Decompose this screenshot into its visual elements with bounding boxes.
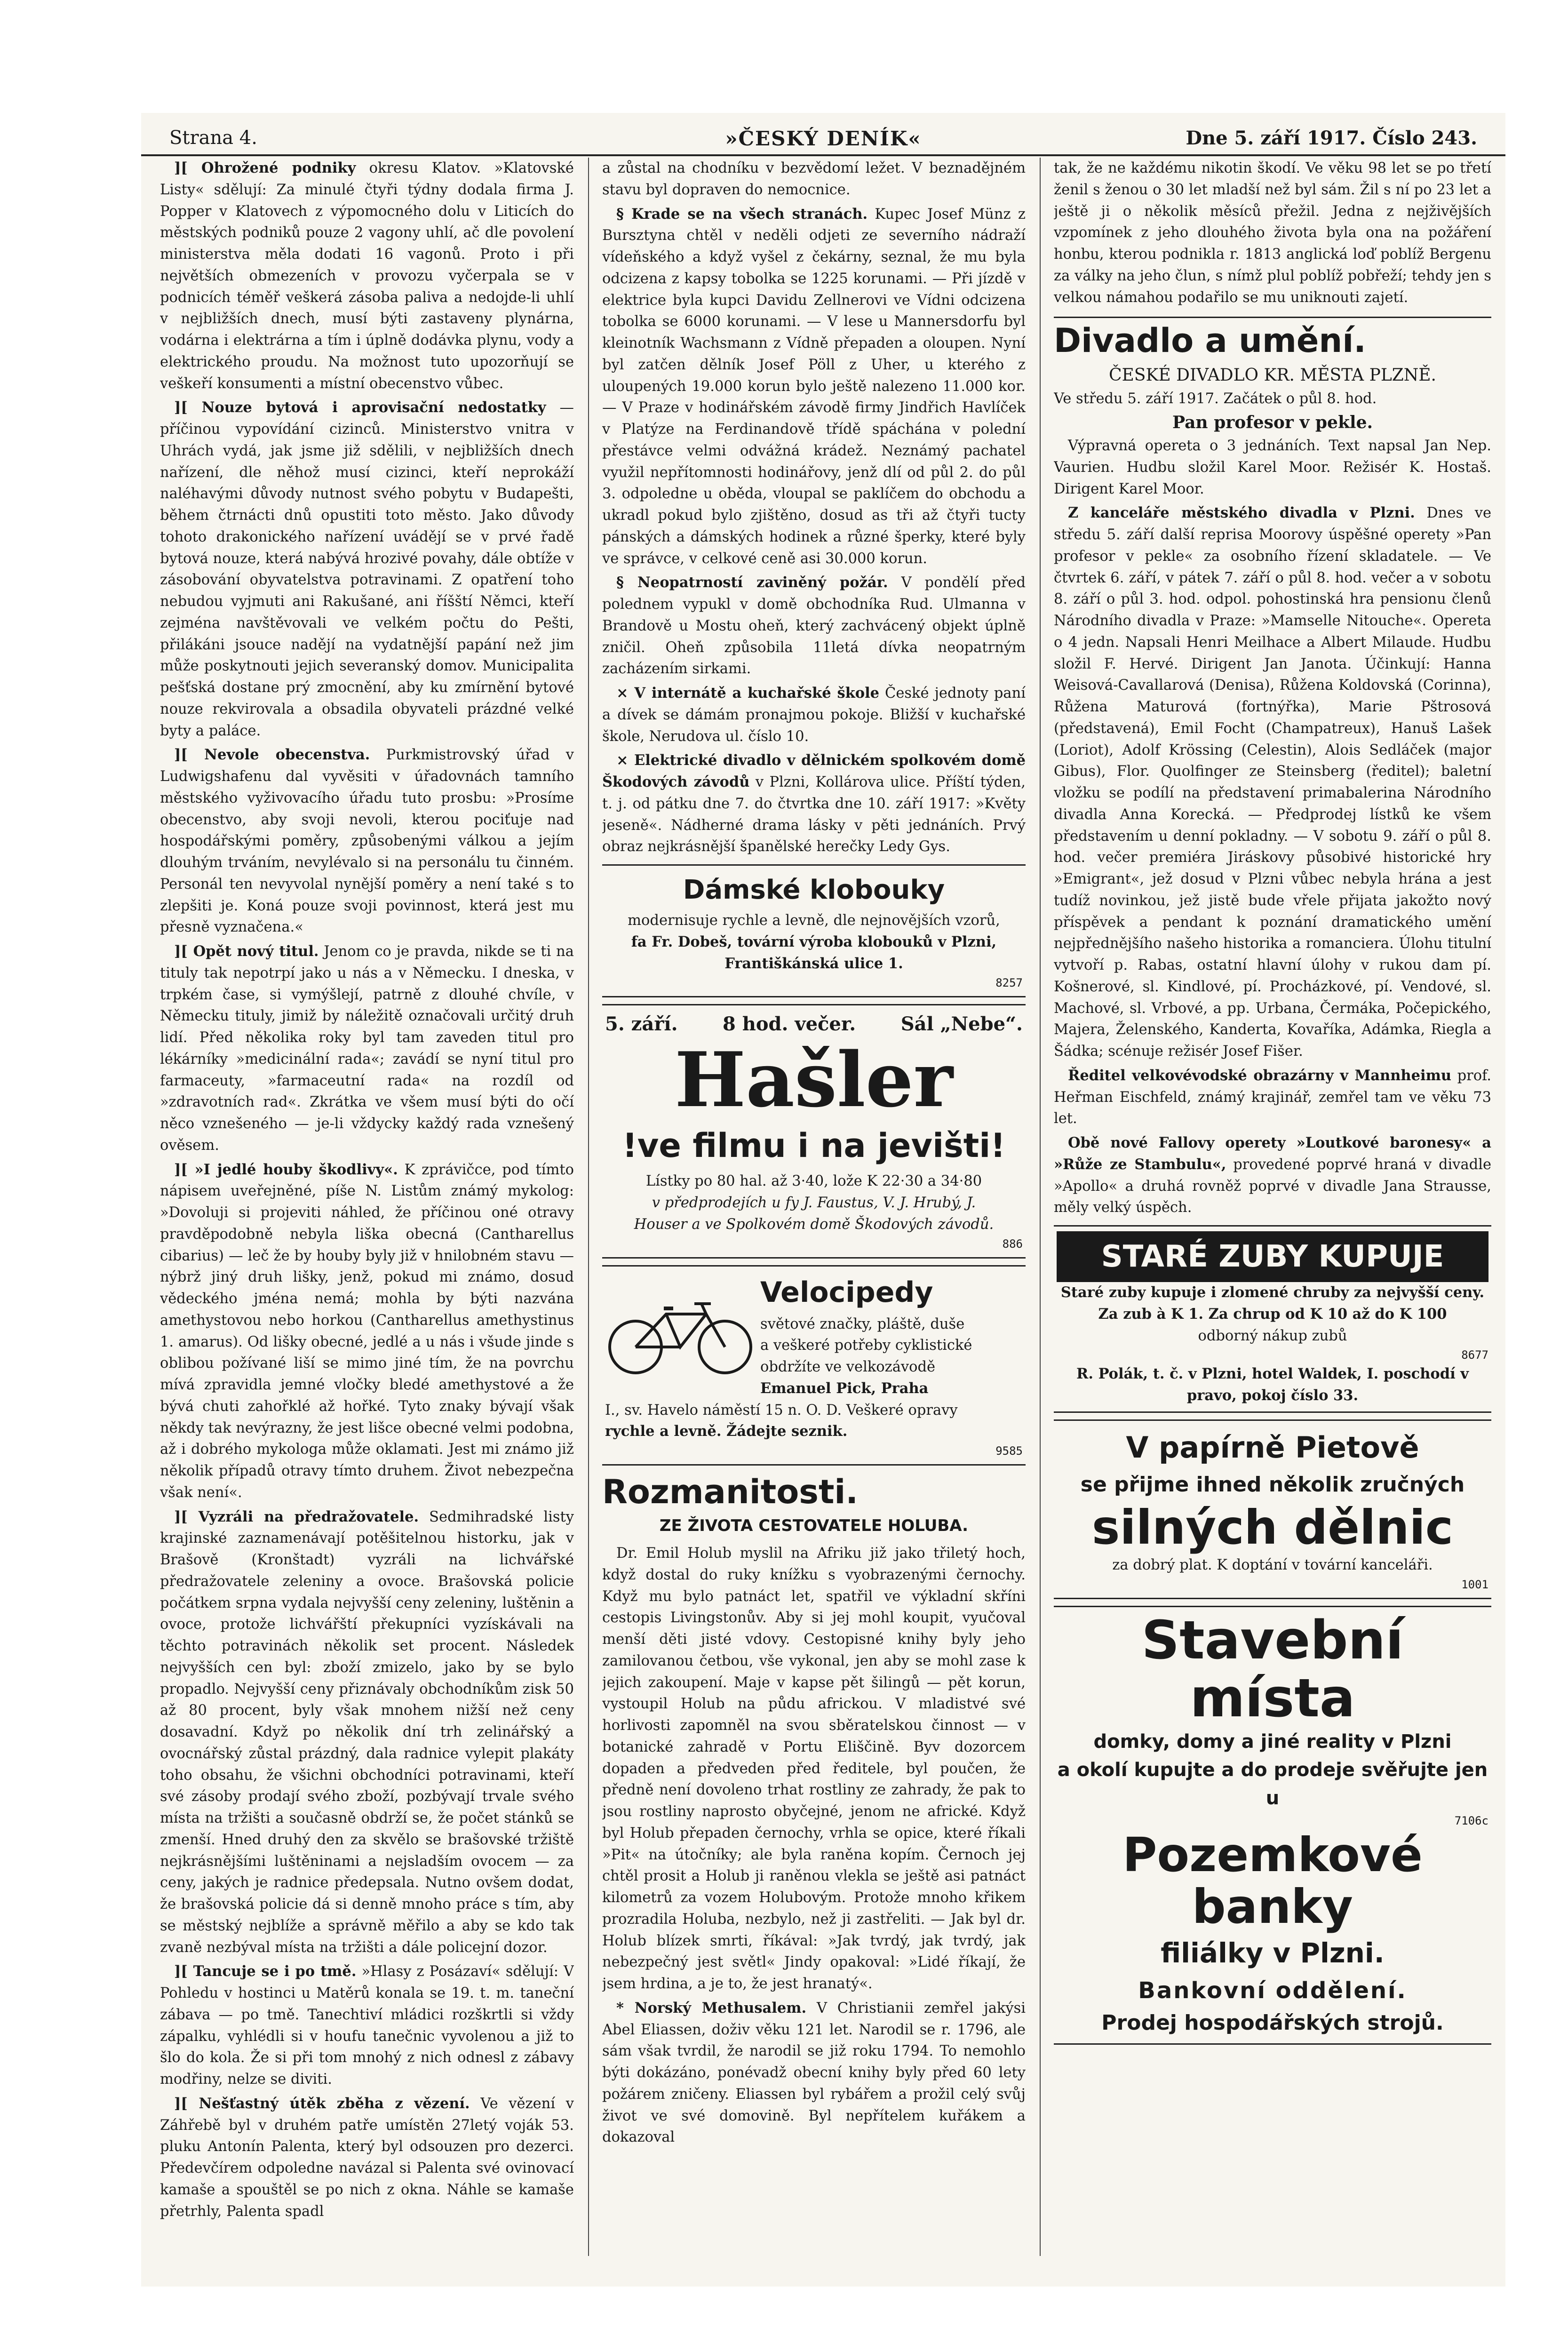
page-header: [169, 127, 1477, 155]
article-p5: ][ »I jedlé houby škodlivy«. K zprávičce, pod tímto nápisem uveřejněné, píše N. Listům známý mykolog: »Dovoluji si projeviti náhled, že příčinou oné otravy pravděpodobně nebyla liška obecná (Cantharellus cibarius) — leč že by houby byly již v hnilobném stavu — nýbrž jiný druh lišky, jenž, pokud mi známo, dosud vědeckého jména nemá; mohla by býti nazvána amethystovou nebo horkou (Cantharellus amethystinus 1. amarus). Od lišky obecné, jedlé a u nás i všude jinde s oblibou požívané liší se mimo jiné tím, že na povrchu mívá zpravidla jemné vločky bledé amethystové a že bývá chuti zahořklé až hořké. Tyto znaky bývají však někdy tak nevýrazny, že jest lišce obecné velmi podobna, až i dobrého mykologa může oklamati. Jest mi známo již několik případů otravy tímto druhem. Život nebezpečna však není«.: [160, 1161, 574, 1501]
ad-teeth-code: 8677: [1461, 1348, 1488, 1362]
ad-paper-mill: [1054, 1419, 1491, 1599]
column-rule-2: [1040, 158, 1041, 2256]
ad-paper-code: 1001: [1461, 1578, 1488, 1591]
ad-building-line2: a okolí kupujte a do prodeje svěřujte jen u: [1057, 1759, 1488, 1809]
article-internat: × V internátě a kuchařské škole České jednoty paní a dívek se dámám pronajmou pokoje. Bližší v kuchařské škole, Nerudova ul. číslo 10.: [602, 685, 1026, 745]
ad-hasler: [602, 1004, 1026, 1258]
date-issue: Dne 5. září 1917. Číslo 243.: [1186, 127, 1477, 149]
ad-building-line1: domky, domy a jiné reality v Plzni: [1093, 1730, 1452, 1753]
column-1: [160, 158, 574, 2265]
column-2: [602, 158, 1026, 2265]
page-number: Strana 4.: [169, 127, 257, 149]
ad-hasler-line2: v předprodejích u fy J. Faustus, V. J. Hrubý, J.: [652, 1195, 976, 1211]
ad-building-code: 7106c: [1454, 1814, 1488, 1827]
ad-building-line5: Prodej hospodářských strojů.: [1101, 2010, 1444, 2035]
section-title-theatre: Divadlo a umění.: [1054, 317, 1491, 359]
ad-teeth-line2: odborný nákup zubů: [1198, 1327, 1347, 1344]
ad-teeth-title: STARÉ ZUBY KUPUJE: [1057, 1231, 1488, 1282]
ad-teeth: [1054, 1225, 1491, 1413]
ad-hats-line1: modernisuje rychle a levně, dle nejnovějších vzorů,: [628, 912, 1000, 929]
article-p7: ][ Tancuje se i po tmě. »Hlasy z Posázaví« sdělují: V Pohledu v hostinci u Matěrů konala se 19. t. m. taneční zábava — po tmě. Tanechtiví mládici rozškrtli si vždy zápalku, vyhlédli si v houfu tanečnic vyvolenou a již to šlo do kola. Že si při tom mnohý z nich odnesl z zábavy modřiny, nelze se diviti.: [160, 1963, 574, 2088]
article-p3: ][ Nevole obecenstva. Purkmistrovský úřad v Ludwigshafenu dal vyvěsiti v úřadovnách tamního městského vyživovacího úřadu tuto prosbu: »Prosíme obecenstvo, aby svoji nevoli, kterou pociťuje nad hospodářskými poměry, způsobenými válkou a jejím dlouhým trváním, nevylévalo si na personálu tu činném. Personál ten nevyvolal nynější poměry a není také s to zlepšiti je. Koná pouze svoji povinnost, která jest mu přesně vyznačena.«: [160, 746, 574, 936]
article-theatre-office: Z kanceláře městského divadla v Plzni. Dnes ve středu 5. září další reprisa Moorovy úspěšné operety »Pan profesor v pekle« za osobního řízení skladatele. — Ve čtvrtek 6. září, v pátek 7. září o půl 8. hod. večer a v sobotu 8. září o půl 3. hod. odpol. pohostinská hra pensionu členů Národního divadla v Praze: »Mamselle Nitouche«. Opereta o 4 jedn. Napsali Henri Meilhace a Albert Milaude. Hudbu složil F. Hervé. Dirigent Jan Janota. Účinkují: Hanna Weisová-Cavallarová (Denisa), Růžena Koldovská (Corinna), Růžena Maturová (fortnýřka), Marie Pštrosová (představená), Emil Focht (Champatreux), Hanuš Lašek (Loriot), Adolf Krössing (Celestin), Alois Sedláček (major Gibus), Flor. Quolfinger ze Steinsberg (ředitel); baletní vložku se podílí na představení primabalerina Národního divadla Anna Korecká. — Předprodej lístků ke všem představením u denní pokladny. — V sobotu 9. září o půl 8. hod. večer premiéra Jiráskovy působivé historické hry »Emigrant«, jež dosud v Plzni vůbec nebyla hrána a jest tudíž novinkou, jež jistě bude vřele přijata jakožto nový příspěvek a pendant k poznání dramatického umění nejpřednějšího našeho historika a romanciera. Úlohu titulní vytvoří p. Rabas, ostatní hlavní úlohy v rukou dam pí. Košnerové, sl. Kindlové, pí. Procházkové, pí. Vendové, sl. Machové, sl. Vrbové, a pp. Urbana, Čermáka, Počepického, Majera, Želenského, Kanderta, Kovaříka, Adámka, Riegla a Šádka; scénuje režisér Josef Fišer.: [1054, 504, 1491, 1060]
ad-building-line4: Bankovní oddělení.: [1138, 1977, 1407, 2004]
ad-paper-line4: za dobrý plat. K doptání v tovární kanceláři.: [1112, 1556, 1433, 1573]
article-methusalem: * Norský Methusalem. V Christianii zemřel jakýsi Abel Eliassen, doživ věku 121 let. Narodil se r. 1796, ale sám však tvrdil, že narodil se již roku 1794. To nemohlo býti dokázáno, ponévadž obecní knihy byly před 60 lety požárem zničeny. Eliassen byl rybářem a prožil celý svůj život ve své domovině. Byl nepřítelem kuřákem a dokazoval: [602, 1999, 1026, 2146]
ad-bicycles-code: 9585: [995, 1444, 1023, 1458]
ad-hasler-code: 886: [1002, 1237, 1023, 1251]
ad-bicycles-line2: a veškeré potřeby cyklistické obdržíte ve velkozávodě: [760, 1337, 972, 1375]
ad-paper-line3: silných dělnic: [1091, 1499, 1454, 1555]
article-continuation: a zůstal na chodníku v bezvědomí ležet. V beznadějném stavu byl dopraven do nemocnice.: [602, 160, 1026, 198]
ad-bicycles: [602, 1265, 1026, 1466]
ad-bicycles-line5: rychle a levně. Žádejte seznik.: [605, 1423, 848, 1440]
ad-hasler-line3: Houser a ve Spolkovém domě Škodových závodů.: [634, 1216, 994, 1233]
article-p2: ][ Nouze bytová i aprovisační nedostatky — příčinou vypovídání cizinců. Ministerstvo vnitra v Uhrách vydá, jak jsme již sdělili, v nejbližších dnech nařízení, dle něhož musí cizinci, kteří neprokáží naléhavými důvody nutnost svého pobytu v Budapešti, během čtrnácti dnů opustiti toto město. Jako důvody tohoto drakonického nařízení uvádějí se v prvé řadě bytová nouze, která nabývá hrozivé povahy, dále obtíže v zásobování obyvatelstva potravinami. Z opatření toho nebudou vyjmuti ani Rakušané, ani říšští Němci, kteří zejména navštěvovali ve velkém počtu do Pešti, přilákáni jsouce nadějí na vydatnější papání než jim může poskytnouti jejich severanský domov. Municipalita pešťská dostane prý zmocnění, aby ku zmírnění bytové nouze rekvirovala a obsadila obyvateli prázdné velké byty a paláce.: [160, 399, 574, 739]
article-theft: § Krade se na všech stranách. Kupec Josef Münz z Bursztyna chtěl v neděli odjeti ze severního nádraží vídeňského a když vyšel z čekárny, seznal, že mu byla odcizena z kapsy tobolka se 1225 korunami. — Při jízdě v elektrice byla kupci Davidu Zellnerovi ve Vídni odcizena tobolka se 6000 korunami. — V lese u Mannersdorfu byl kleinotník Wachsmann z Vídně přepaden a oloupen. Nyní byl zatčen dělník Josef Pöll z Uher, u kterého z uloupených 19.000 korun bylo ještě nalezeno 11.000 kor. — V Praze v hodinářském závodě firmy Jindřich Havlíček v Platýze na Ferdinandově třídě spáchána v polední přestávce velmi odvážná krádež. Neznámý pachatel využil nepřítomnosti hodinářovy, jenž dlí od půl 2. do půl 3. odpoledne u oběda, vloupal se paklíčem do obchodu a ukradl pokud bylo zjištěno, dosud as tři až čtyři tucty pánských a dámských hodinek a různé šperky, které byly ve správce, v celkové ceně asi 30.000 korun.: [602, 205, 1026, 567]
ad-building-title2: Pozemkové banky: [1122, 1827, 1423, 1934]
newspaper-page: [141, 113, 1505, 2287]
ad-teeth-line3: R. Polák, t. č. v Plzni, hotel Waldek, I. poschodí v pravo, pokoj číslo 33.: [1076, 1365, 1469, 1404]
masthead-title: »ČESKÝ DENÍK«: [725, 127, 922, 150]
ad-hasler-hall: Sál „Nebe“.: [900, 1013, 1023, 1036]
ad-bicycles-line3: Emanuel Pick, Praha: [760, 1379, 929, 1397]
article-methusalem-continued: tak, že ne každému nikotin škodí. Ve věku 98 let se po třetí ženil s ženou o 30 let mladší než byl sám. Žil s ní po 23 let a ještě ji o několik měsíců přežil. Jedna z nejživějších vzpomínek z jeho dlouhého života byla ona na požáření honbu, kterou podnikla r. 1813 anglická loď poblíž Bergenu za války na jeho člun, s nímž plul poblíž pobřeží; tehdy jen s velkou námahou podařilo se mu uniknouti zajetí.: [1054, 160, 1491, 306]
column-rule-1: [588, 158, 589, 2256]
ad-building-line3: filiálky v Plzni.: [1161, 1937, 1385, 1969]
ad-teeth-line1: Staré zuby kupuje i zlomené chruby za nejvyšší ceny. Za zub à K 1. Za chrup od K 10 až do K 100: [1060, 1284, 1485, 1323]
theatre-name: ČESKÉ DIVADLO KR. MĚSTA PLZNĚ.: [1108, 366, 1436, 385]
column-3: [1054, 158, 1491, 2265]
ad-hats-title: Dámské klobouky: [683, 875, 945, 905]
ad-hats-line2: fa Fr. Dobeš, tovární výroba klobouků v Plzni,: [631, 933, 997, 950]
theatre-date: Ve středu 5. září 1917. Začátek o půl 8. hod.: [1054, 391, 1377, 407]
ad-hasler-name: Hašler: [675, 1036, 953, 1124]
section-title-miscellany: Rozmanitosti.: [602, 1473, 859, 1511]
bicycle-icon: [605, 1295, 756, 1375]
article-p4: ][ Opět nový titul. Jenom co je pravda, nikde se ti na tituly tak nepotrpí jako u nás a v Německu. I dneska, v trpkém čase, si vymýšlejí, patrně z dlouhé chvíle, v Německu tituly, jimiž by náležitě označovali určitý druh lidí. Před několika roky byl tam zaveden titul pro lékárníky »medicinální rada«; zavádí se nyní titul pro farmaceuty, »farmaceutní rada« na rozdíl od »zdravotních rad«. Zkrátka ve všem musí býti do očí něco vznešeného — je-li vždycky každý rada vznešený ověsem.: [160, 943, 574, 1154]
ad-hats-code: 8257: [995, 976, 1023, 990]
ad-building-sites: [1054, 1606, 1491, 2045]
article-p1: ][ Ohrožené podniky okresu Klatov. »Klatovské Listy« sdělují: Za minulé čtyři týdny dodala firma J. Popper v Klatovech z výpomocného dolu v Liticích do městských podniků pouze 2 vagony uhlí, ač dle povolení ministerstva měla dodati 16 vagonů. Proto i při největších obmezeních v provozu vyčerpala se v podnicích téměř veškerá zásoba paliva a nedojde-li uhlí v nejbližších dnech, musí býti zastaveny plynárna, vodárna i elektrárna a tím i úplně dodávka plynu, vody a elektrického proudu. Na možnost tuto upozorňují se veškeří konsumenti a místní obecenstvo vůbec.: [160, 159, 574, 392]
ad-bicycles-title: Velocipedy: [760, 1275, 933, 1309]
theatre-desc: Výpravná opereta o 3 jednáních. Text napsal Jan Nep. Vaurien. Hudbu složil Karel Moor. Režisér K. Hostaš. Dirigent Karel Moor.: [1054, 438, 1491, 497]
ad-hasler-date: 5. září.: [605, 1013, 678, 1036]
ad-hasler-sub: !ve filmu i na jevišti!: [622, 1126, 1006, 1165]
theatre-play: Pan profesor v pekle.: [1172, 413, 1373, 432]
article-cinema: × Elektrické divadlo v dělnickém spolkovém domě Škodových závodů v Plzni, Kollárova ulice. Příští týden, t. j. od pátku dne 7. do čtvrtka dne 10. září 1917: »Květy jeseně«. Nádherné drama lásky v pěti jednáních. Prvý obraz nejkrásnější španělské herečky Ledy Gys.: [602, 752, 1026, 855]
ad-hasler-line1: Lístky po 80 hal. až 3·40, lože K 22·30 a 34·80: [645, 1173, 982, 1190]
ad-hasler-meta: [605, 1010, 1023, 1038]
ad-hats-line3: Františkánská ulice 1.: [724, 955, 903, 972]
article-p8: ][ Nešťastný útěk zběha z vězení. Ve vězení v Záhřebě byl v druhém patře umístěn 27letý voják 53. pluku Antonín Palenta, který byl odsouzen pro dezerci. Předevčírem odpoledne navázal si Palenta své ovinovací kamaše a spouštěl se po nich z okna. Náhle se kamaše přetrhly, Palenta spadl: [160, 2095, 574, 2220]
article-fall-operettas: Obě nové Fallovy operety »Loutkové baronesy« a »Růže ze Stambulu«, provedené poprvé hraná v divadle »Apollo« a druhá rovněž poprvé v divadle Jana Strausse, měly velký úspěch.: [1054, 1134, 1491, 1216]
ad-paper-line1: V papírně Pietově: [1126, 1430, 1419, 1465]
article-p6: ][ Vyzráli na předražovatele. Sedmihradské listy krajinské zaznamenávají potěšitelnou historku, jak v Brašově (Kronštadt) vyzráli na lichvářské předražovatele zeleniny a ovoce. Brašovská policie počátkem srpna vydala nejvyšší ceny zeleniny, luštěnin a ovoce, protože lichvářští překupníci vyzískávali na těchto potravinách několik set procent. Následek nejvyšších cen byl: zboží zmizelo, jako by se bylo propadlo. Nejvyšší ceny přiznávaly obchodníkům zisk 50 až 80 procent, byly však mnohem nižší než ceny dosavadní. Když po několik dní trh zelinářský a ovocnářský zůstal prázdný, dala radnice vylepit plakáty toho obsahu, že všichni obchodníci potravinami, kteří své zásoby prodají svého zboží, pozbývají trvale svého místa na tržišti a současně obdrží se, že počet stánků se zmenší. Hned druhý den za skvělo se brašovské tržiště nejkrásnějšími luštěninami a nejsladším ovocem — za ceny, jakých je radnice předepsala. Nutno ovšem dodat, že brašovská policie dá si denně mnoho práce s tím, aby se městský nejblíže a správně měřilo a aby se kdo tak zvaně nezbýval místa na tržišti a dále policejní dozor.: [160, 1508, 574, 1956]
article-holub: Dr. Emil Holub myslil na Afriku již jako třiletý hoch, když dostal do ruky knížku s vyobrazenými černochy. Když mu bylo patnáct let, spatřil ve výkladní skříni cestopis Livingstonův. Aby si jej mohl koupit, vyučoval menší děti jisté vdovy. Cestopisné knihy byly jeho zamilovanou četbou, vše vykonal, jen aby se mohl zase k jejich zakoupení. Maje v kapse pět šilingů — pět korun, vystoupil Holub na půdu africkou. V mladistvé své horlivosti zapomněl na svou sběratelskou činnost — v botanické zahradě v Portu Eliščině. Byv dozorcem dopaden a předveden před ředitele, byl poučen, že předně není dovoleno trhat rostliny ze zahrady, že pak to jsou rostliny naprosto obyčejné, jenom ne africké. Když byl Holub přepaden černochy, vrhla se opice, které říkali »Pit« na útočníky; ale byla raněna kopím. Černoch jej chtěl prosit a Holub ji raněnou vlekla se ještě asi patnáct kilometrů za vozem Holubovým. Protože mnoho křikem prozradila Holuba, nezbylo, než ji zastřeliti. — Jak byl dr. Holub blízek smrti, říkával: »Jak tvrdý, jak tvrdý, jak nebezpečný jest světl« Jindy opakoval: »Lidé říkají, že jsem hrdina, a je to, že jest hranatý«.: [602, 1545, 1026, 1992]
ad-bicycles-line1: světové značky, pláště, duše: [760, 1315, 965, 1332]
article-mannheim: Ředitel velkovévodské obrazárny v Mannheimu prof. Heřman Eischfeld, známý krajinář, zemřel tam ve věku 73 let.: [1054, 1067, 1491, 1127]
ad-hasler-time: 8 hod. večer.: [723, 1013, 856, 1036]
article-fire: § Neopatrností zaviněný požár. V pondělí před polednem vypukl v domě obchodníka Rud. Ulmanna v Brandově u Mostu oheň, který zachvácený objekt úplně zničil. Oheň způsobila 11letá dívka neopatrným zacházením sirkami.: [602, 574, 1026, 677]
ad-hats: [602, 864, 1026, 997]
ad-paper-line2: se přijme ihned několik zručných: [1080, 1472, 1465, 1497]
ad-bicycles-line4: I., sv. Havelo náměstí 15 n. O. D. Veškeré opravy: [605, 1402, 958, 1419]
ad-building-title: Stavební místa: [1141, 1610, 1404, 1729]
subsection-holub: ZE ŽIVOTA CESTOVATELE HOLUBA.: [659, 1516, 969, 1535]
